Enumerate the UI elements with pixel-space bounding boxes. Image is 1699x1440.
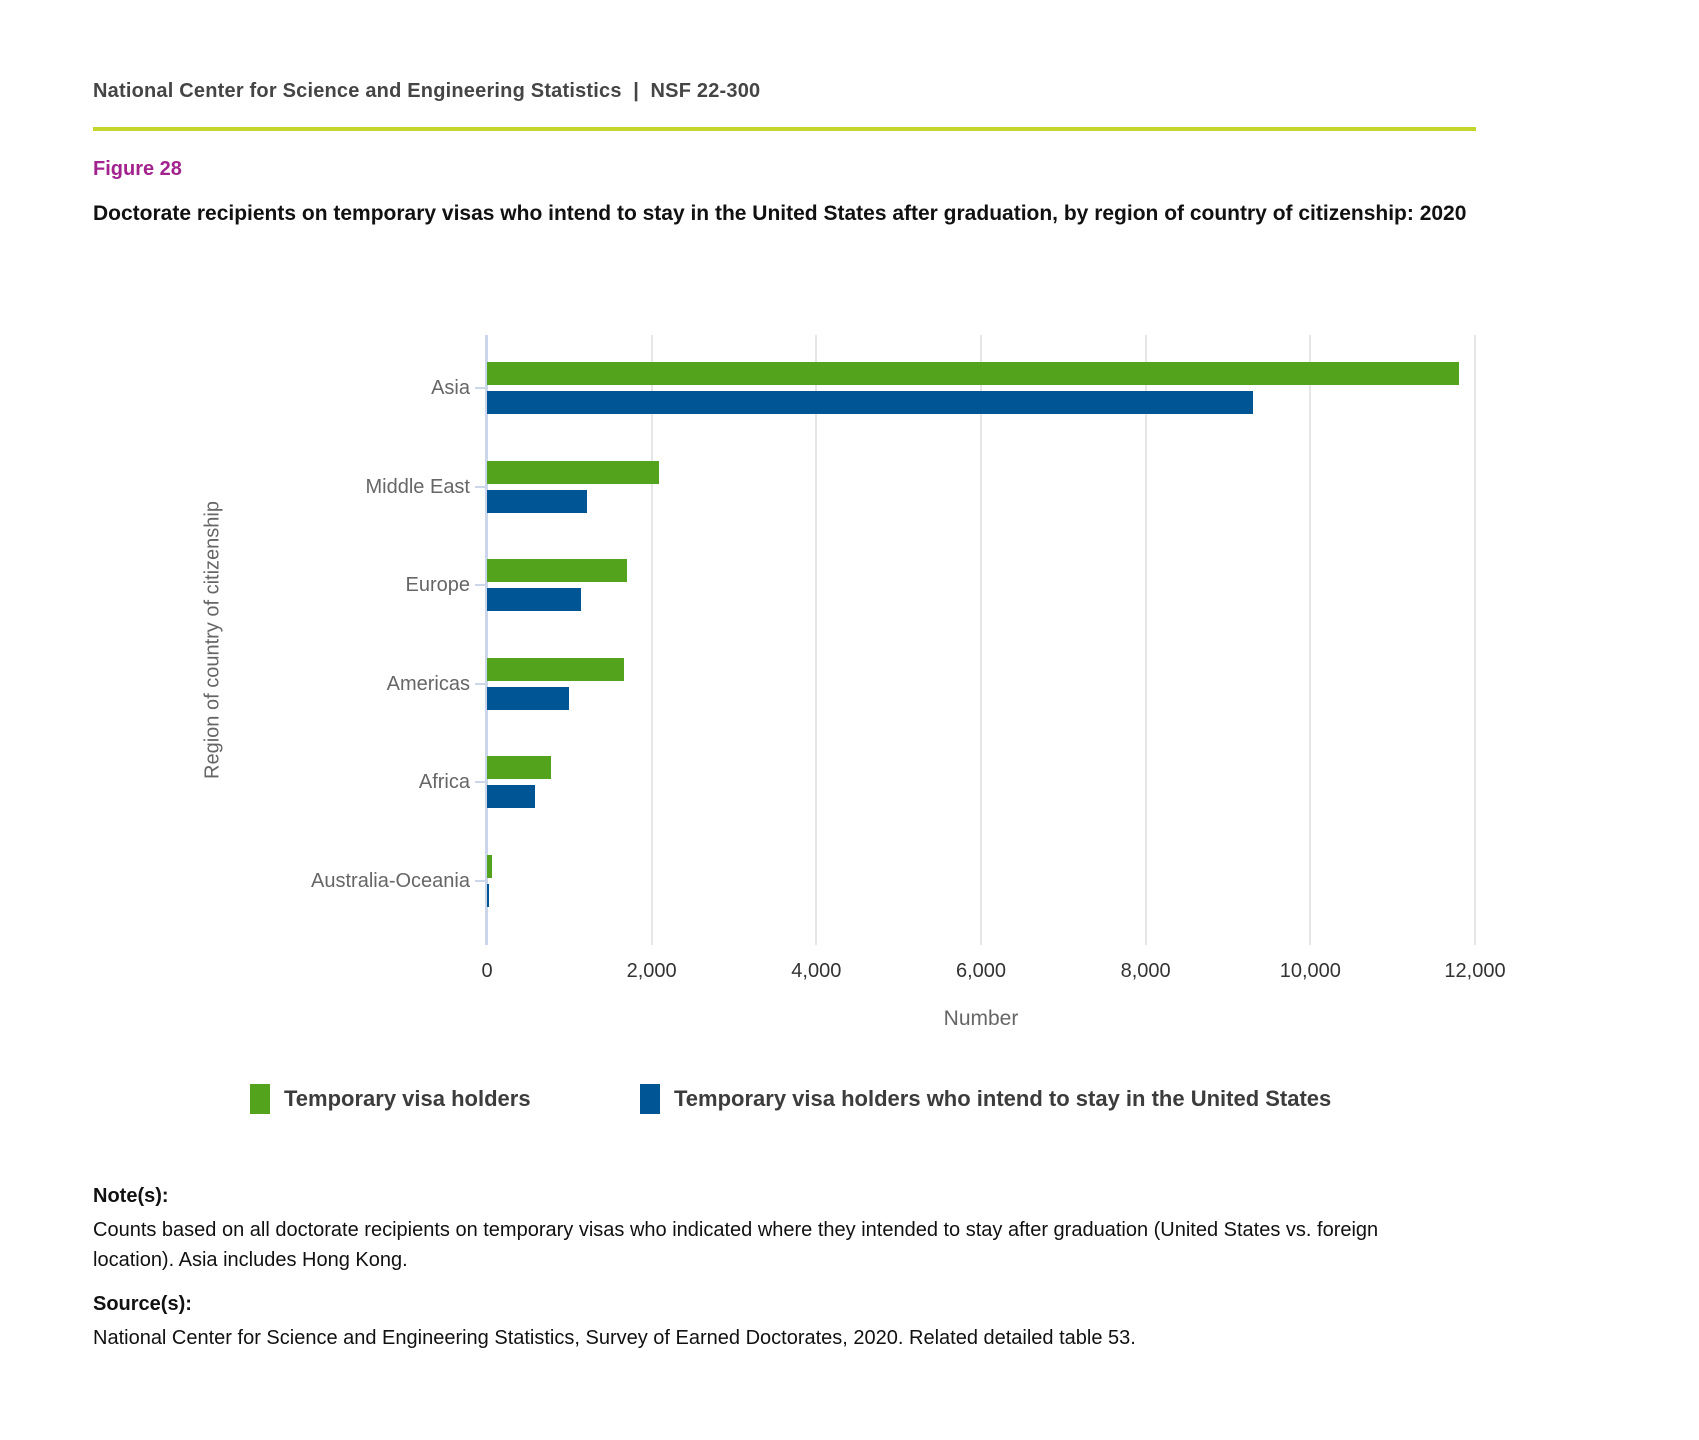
grid-line-12000 bbox=[1474, 335, 1476, 945]
bar-temporary-visa-holders-americas bbox=[487, 658, 624, 681]
x-tick-label-12000: 12,000 bbox=[1444, 960, 1506, 982]
category-label-australia-oceania: Australia-Oceania bbox=[311, 869, 470, 892]
notes-body: Counts based on all doctorate recipients on temporary visas who indicated where they intended to stay after graduation (United States vs. foreign location). Asia includes Hong Kong. bbox=[93, 1219, 1379, 1271]
x-tick-label-10000: 10,000 bbox=[1279, 960, 1341, 982]
x-tick-label-6000: 6,000 bbox=[955, 960, 1007, 982]
grid-line-6000 bbox=[980, 335, 982, 945]
x-tick-label-0: 0 bbox=[481, 960, 493, 982]
y-axis-line bbox=[485, 335, 488, 945]
y-tick-asia bbox=[475, 387, 485, 389]
chart-legend bbox=[0, 1083, 1699, 1123]
x-tick-label-4000: 4,000 bbox=[791, 960, 842, 982]
y-tick-europe bbox=[475, 584, 485, 586]
y-tick-americas bbox=[475, 683, 485, 685]
report-header: National Center for Science and Engineering Statistics | NSF 22-300 bbox=[93, 80, 761, 102]
y-tick-africa bbox=[475, 781, 485, 783]
grid-line-10000 bbox=[1309, 335, 1311, 945]
grid-line-4000 bbox=[815, 335, 817, 945]
bar-temporary-visa-holders-africa bbox=[487, 756, 551, 779]
y-tick-middle-east bbox=[475, 486, 485, 488]
figure-number-label: Figure 28 bbox=[93, 158, 182, 180]
bar-temporary-visa-holders-who-intend-to-stay-in-the-united-states-europe bbox=[487, 588, 581, 611]
bar-temporary-visa-holders-asia bbox=[487, 362, 1459, 385]
figure-title: Doctorate recipients on temporary visas who intend to stay in the United States after graduation, by region of country of citizenship: 2020 bbox=[93, 202, 1467, 225]
bar-temporary-visa-holders-europe bbox=[487, 559, 627, 582]
source-body: National Center for Science and Engineering Statistics, Survey of Earned Doctorates, 2020. Related detailed table 53. bbox=[93, 1327, 1136, 1349]
source-heading: Source(s): bbox=[93, 1293, 192, 1315]
accent-rule-divider bbox=[93, 127, 1476, 131]
category-label-middle-east: Middle East bbox=[365, 475, 470, 498]
bar-temporary-visa-holders-middle-east bbox=[487, 461, 659, 484]
category-label-africa: Africa bbox=[418, 771, 470, 793]
y-tick-australia-oceania bbox=[475, 880, 485, 882]
category-label-americas: Americas bbox=[386, 672, 470, 695]
bar-chart bbox=[0, 300, 1699, 1060]
bar-temporary-visa-holders-who-intend-to-stay-in-the-united-states-middle-east bbox=[487, 490, 587, 513]
y-axis-title: Region of country of citizenship bbox=[201, 501, 224, 779]
legend-label-temporary-visa-holders-who-intend-to-stay-in-the-united-states: Temporary visa holders who intend to stay in the United States bbox=[674, 1086, 1332, 1111]
legend-label-temporary-visa-holders: Temporary visa holders bbox=[284, 1086, 531, 1111]
grid-line-2000 bbox=[651, 335, 653, 945]
bar-temporary-visa-holders-who-intend-to-stay-in-the-united-states-africa bbox=[487, 785, 535, 808]
legend-swatch-temporary-visa-holders bbox=[250, 1084, 270, 1114]
category-label-europe: Europe bbox=[405, 574, 470, 596]
bar-temporary-visa-holders-who-intend-to-stay-in-the-united-states-australia-oceania bbox=[487, 884, 489, 907]
legend-swatch-temporary-visa-holders-who-intend-to-stay-in-the-united-states bbox=[640, 1084, 660, 1114]
bar-temporary-visa-holders-australia-oceania bbox=[487, 855, 492, 878]
category-label-asia: Asia bbox=[431, 377, 470, 399]
x-axis-title: Number bbox=[943, 1007, 1019, 1030]
x-tick-label-8000: 8,000 bbox=[1120, 960, 1171, 982]
bar-temporary-visa-holders-who-intend-to-stay-in-the-united-states-asia bbox=[487, 391, 1253, 414]
x-tick-label-2000: 2,000 bbox=[626, 960, 677, 982]
notes-heading: Note(s): bbox=[93, 1185, 169, 1207]
grid-line-8000 bbox=[1145, 335, 1147, 945]
bar-temporary-visa-holders-who-intend-to-stay-in-the-united-states-americas bbox=[487, 687, 569, 710]
